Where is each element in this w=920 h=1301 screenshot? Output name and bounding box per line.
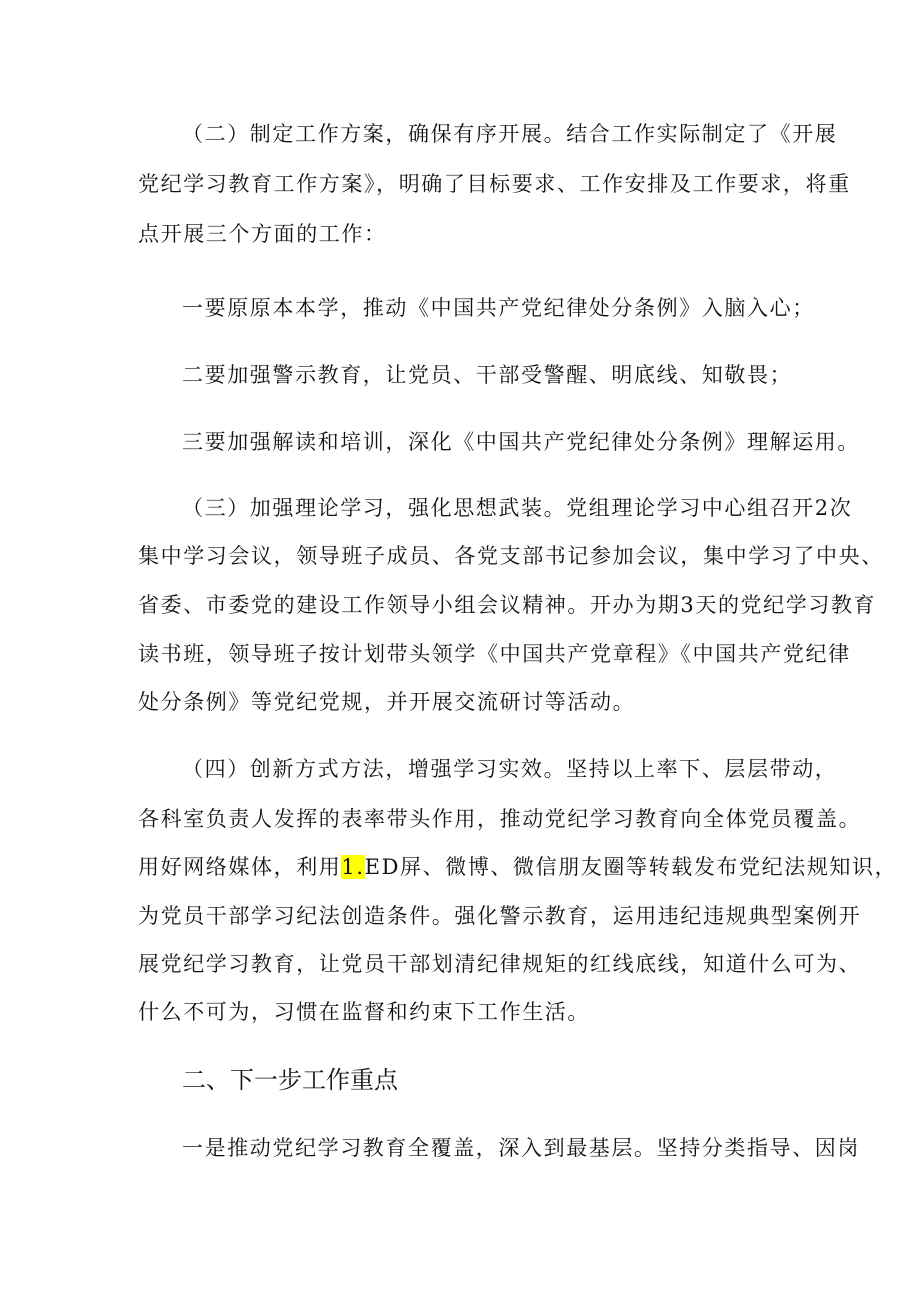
paragraph-line: 处分条例》等党纪党规，并开展交流研讨等活动。: [138, 690, 636, 714]
list-item: 二要加强警示教育，让党员、干部受警醒、明底线、知敬畏；: [182, 363, 793, 387]
paragraph-line: 为党员干部学习纪法创造条件。强化警示教育，运用违纪违规典型案例开: [138, 904, 862, 928]
paragraph-line: 省委、市委党的建设工作领导小组会议精神。开办为期3天的党纪学习教育: [138, 593, 877, 617]
highlighted-text: 1.: [341, 855, 365, 879]
list-item: 三要加强解读和培训，深化《中国共产党纪律处分条例》理解运用。: [182, 430, 860, 454]
paragraph-line: [138, 853, 898, 881]
paragraph-line: 各科室负责人发挥的表率带头作用，推动党纪学习教育向全体党员覆盖。: [138, 807, 862, 831]
paragraph-line: 什么不可为，习惯在监督和约束下工作生活。: [138, 1000, 590, 1024]
text-run: 用好网络媒体，利用: [138, 855, 342, 879]
paragraph-line: 一是推动党纪学习教育全覆盖，深入到最基层。坚持分类指导、因岗: [182, 1136, 860, 1160]
paragraph-line: 展党纪学习教育，让党员干部划清纪律规矩的红线底线，知道什么可为、: [138, 952, 862, 976]
text-run: ED屏、微博、微信朋友圈等转载发布党纪法规知识，: [364, 855, 898, 879]
paragraph-line: 读书班，领导班子按计划带头领学《中国共产党章程》《中国共产党纪律: [138, 642, 851, 666]
paragraph-line: 党纪学习教育工作方案》，明确了目标要求、工作安排及工作要求，将重: [138, 172, 851, 196]
paragraph-line: （四）创新方式方法，增强学习实效。坚持以上率下、层层带动，: [182, 757, 838, 781]
paragraph-line: （二）制定工作方案，确保有序开展。结合工作实际制定了《开展: [182, 122, 838, 146]
list-item: 一要原原本本学，推动《中国共产党纪律处分条例》入脑入心；: [182, 296, 815, 320]
paragraph-line: 点开展三个方面的工作：: [138, 222, 387, 246]
paragraph-line: （三）加强理论学习，强化思想武装。党组理论学习中心组召开2次: [182, 496, 853, 520]
section-heading: 二、下一步工作重点: [182, 1066, 398, 1094]
paragraph-line: 集中学习会议，领导班子成员、各党支部书记参加会议，集中学习了中央、: [138, 544, 884, 568]
